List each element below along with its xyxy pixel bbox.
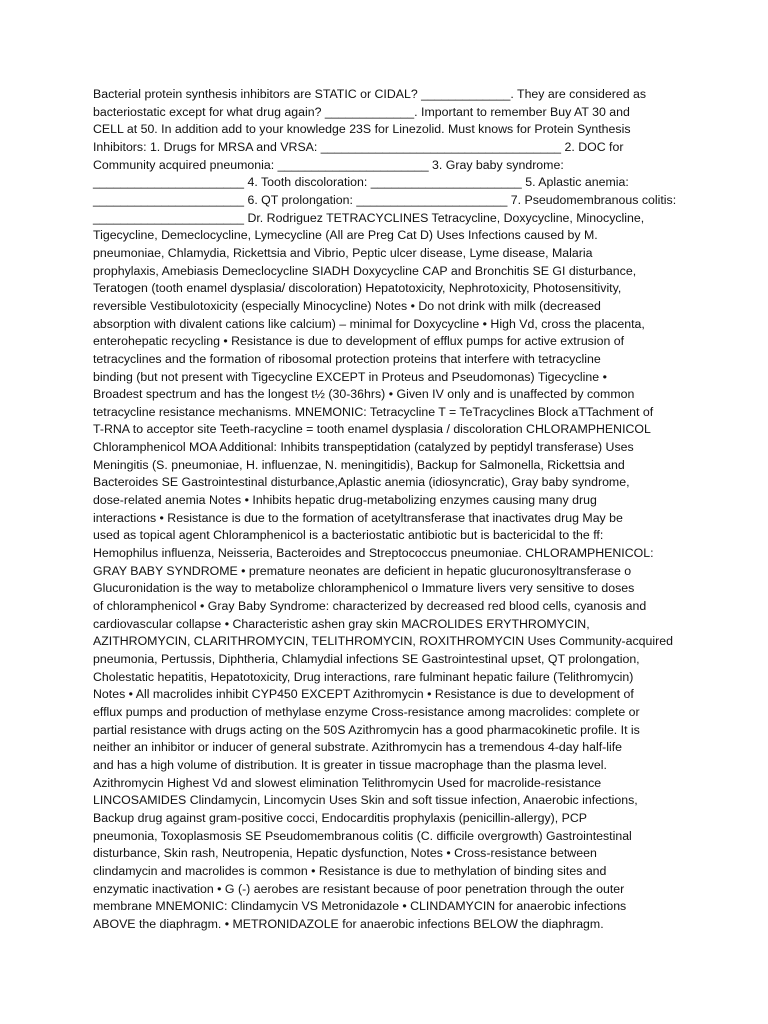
document-line: dose-related anemia Notes • Inhibits hepatic drug-metabolizing enzymes causing many drug bbox=[93, 493, 597, 508]
document-line: Broadest spectrum and has the longest t½ (30-36hrs) • Given IV only and is unaffected by common bbox=[93, 387, 635, 402]
document-line: Tigecycline, Demeclocycline, Lymecycline (All are Preg Cat D) Uses Infections caused by M. bbox=[93, 228, 598, 243]
document-line: neither an inhibitor or inducer of general substrate. Azithromycin has a tremendous 4-day half-life bbox=[93, 740, 623, 755]
document-line: ______________________ Dr. Rodriguez TETRACYCLINES Tetracycline, Doxycycline, Minocycline, bbox=[93, 210, 645, 225]
document-line: interactions • Resistance is due to the formation of acetyltransferase that inactivates drug May be bbox=[93, 510, 623, 525]
document-line: partial resistance with drugs acting on the 50S Azithromycin has a good pharmacokinetic profile. It is bbox=[93, 722, 640, 737]
document-line: ______________________ 6. QT prolongation: ______________________ 7. Pseudomembranous colitis: bbox=[93, 192, 677, 207]
document-line: Bacteroides SE Gastrointestinal disturbance,Aplastic anemia (idiosyncratic), Gray baby syndrome, bbox=[93, 475, 630, 490]
document-line: pneumoniae, Chlamydia, Rickettsia and Vibrio, Peptic ulcer disease, Lyme disease, Malaria bbox=[93, 245, 593, 260]
document-line: disturbance, Skin rash, Neutropenia, Hepatic dysfunction, Notes • Cross-resistance between bbox=[93, 846, 597, 861]
document-line: Meningitis (S. pneumoniae, H. influenzae, N. meningitidis), Backup for Salmonella, Rickettsia and bbox=[93, 457, 625, 472]
document-line: LINCOSAMIDES Clindamycin, Lincomycin Uses Skin and soft tissue infection, Anaerobic infections, bbox=[93, 793, 638, 808]
document-line: Bacterial protein synthesis inhibitors are STATIC or CIDAL? _____________. They are considered as bbox=[93, 87, 647, 101]
document-line: AZITHROMYCIN, CLARITHROMYCIN, TELITHROMYCIN, ROXITHROMYCIN Uses Community-acquired bbox=[93, 634, 673, 649]
document-line: pneumonia, Pertussis, Diphtheria, Chlamydial infections SE Gastrointestinal upset, QT prolongation, bbox=[93, 652, 640, 666]
document-line: ABOVE the diaphragm. • METRONIDAZOLE for anaerobic infections BELOW the diaphragm. bbox=[93, 916, 604, 931]
document-line: GRAY BABY SYNDROME • premature neonates are deficient in hepatic glucuronosyltransferase o bbox=[93, 563, 632, 578]
document-line: enterohepatic recycling • Resistance is due to development of efflux pumps for active extrusion of bbox=[93, 334, 625, 349]
document-line: Notes • All macrolides inhibit CYP450 EXCEPT Azithromycin • Resistance is due to development of bbox=[93, 687, 634, 702]
document-page bbox=[93, 86, 683, 934]
document-line: ______________________ 4. Tooth discoloration: ______________________ 5. Aplastic anemia: bbox=[93, 175, 629, 190]
document-line: Teratogen (tooth enamel dysplasia/ discoloration) Hepatotoxicity, Nephrotoxicity, Photosensitivity, bbox=[93, 281, 622, 296]
document-line: and has a high volume of distribution. It is greater in tissue macrophage than the plasma level. bbox=[93, 757, 607, 772]
document-line: Inhibitors: 1. Drugs for MRSA and VRSA: ___________________________________ 2. DOC for bbox=[93, 139, 624, 154]
document-line: Azithromycin Highest Vd and slowest elimination Telithromycin Used for macrolide-resistance bbox=[93, 775, 602, 790]
document-line: Backup drug against gram-positive cocci, Endocarditis prophylaxis (penicillin-allergy), PCP bbox=[93, 810, 587, 825]
document-line: clindamycin and macrolides is common • Resistance is due to methylation of binding sites and bbox=[93, 863, 607, 878]
document-line: membrane MNEMONIC: Clindamycin VS Metronidazole • CLINDAMYCIN for anaerobic infections bbox=[93, 899, 627, 914]
document-line: prophylaxis, Amebiasis Demeclocycline SIADH Doxycycline CAP and Bronchitis SE GI disturbance, bbox=[93, 263, 637, 278]
document-line: Cholestatic hepatitis, Hepatotoxicity, Drug interactions, rare fulminant hepatic failure (Telithromycin) bbox=[93, 669, 634, 684]
document-line: T-RNA to acceptor site Teeth-racycline = tooth enamel dysplasia / discoloration CHLORAMPHENICOL bbox=[93, 422, 651, 437]
document-line: pneumonia, Toxoplasmosis SE Pseudomembranous colitis (C. difficile overgrowth) Gastrointestinal bbox=[93, 828, 632, 843]
document-line: efflux pumps and production of methylase enzyme Cross-resistance among macrolides: complete or bbox=[93, 704, 640, 719]
document-line: tetracyclines and the formation of ribosomal protection proteins that interfere with tetracycline bbox=[93, 351, 601, 366]
document-line: cardiovascular collapse • Characteristic ashen gray skin MACROLIDES ERYTHROMYCIN, bbox=[93, 616, 590, 631]
document-line: reversible Vestibulotoxicity (especially Minocycline) Notes • Do not drink with milk (decreased bbox=[93, 298, 601, 313]
document-line: binding (but not present with Tigecycline EXCEPT in Proteus and Pseudomonas) Tigecycline • bbox=[93, 369, 607, 384]
document-line: CELL at 50. In addition add to your knowledge 23S for Linezolid. Must knows for Protein Synthesis bbox=[93, 122, 631, 137]
document-line: tetracycline resistance mechanisms. MNEMONIC: Tetracycline T = TeTracyclines Block aTTachment of bbox=[93, 404, 654, 419]
document-line: Community acquired pneumonia: ______________________ 3. Gray baby syndrome: bbox=[93, 157, 564, 172]
document-line: Glucuronidation is the way to metabolize chloramphenicol o Immature livers very sensitive to doses bbox=[93, 581, 635, 596]
document-line: absorption with divalent cations like calcium) – minimal for Doxycycline • High Vd, cross the placenta, bbox=[93, 316, 645, 331]
document-line: Hemophilus influenza, Neisseria, Bacteroides and Streptococcus pneumoniae. CHLORAMPHENICOL: bbox=[93, 546, 654, 561]
document-line: bacteriostatic except for what drug again? _____________. Important to remember Buy AT 30 and bbox=[93, 104, 630, 119]
document-text-block bbox=[93, 86, 683, 934]
document-line: enzymatic inactivation • G (-) aerobes are resistant because of poor penetration through the outer bbox=[93, 881, 625, 896]
document-line: of chloramphenicol • Gray Baby Syndrome: characterized by decreased red blood cells, cyanosis and bbox=[93, 599, 647, 614]
document-line: Chloramphenicol MOA Additional: Inhibits transpeptidation (catalyzed by peptidyl transferase) Uses bbox=[93, 440, 634, 455]
document-line: used as topical agent Chloramphenicol is a bacteriostatic antibiotic but is bactericidal to the ff: bbox=[93, 528, 604, 543]
